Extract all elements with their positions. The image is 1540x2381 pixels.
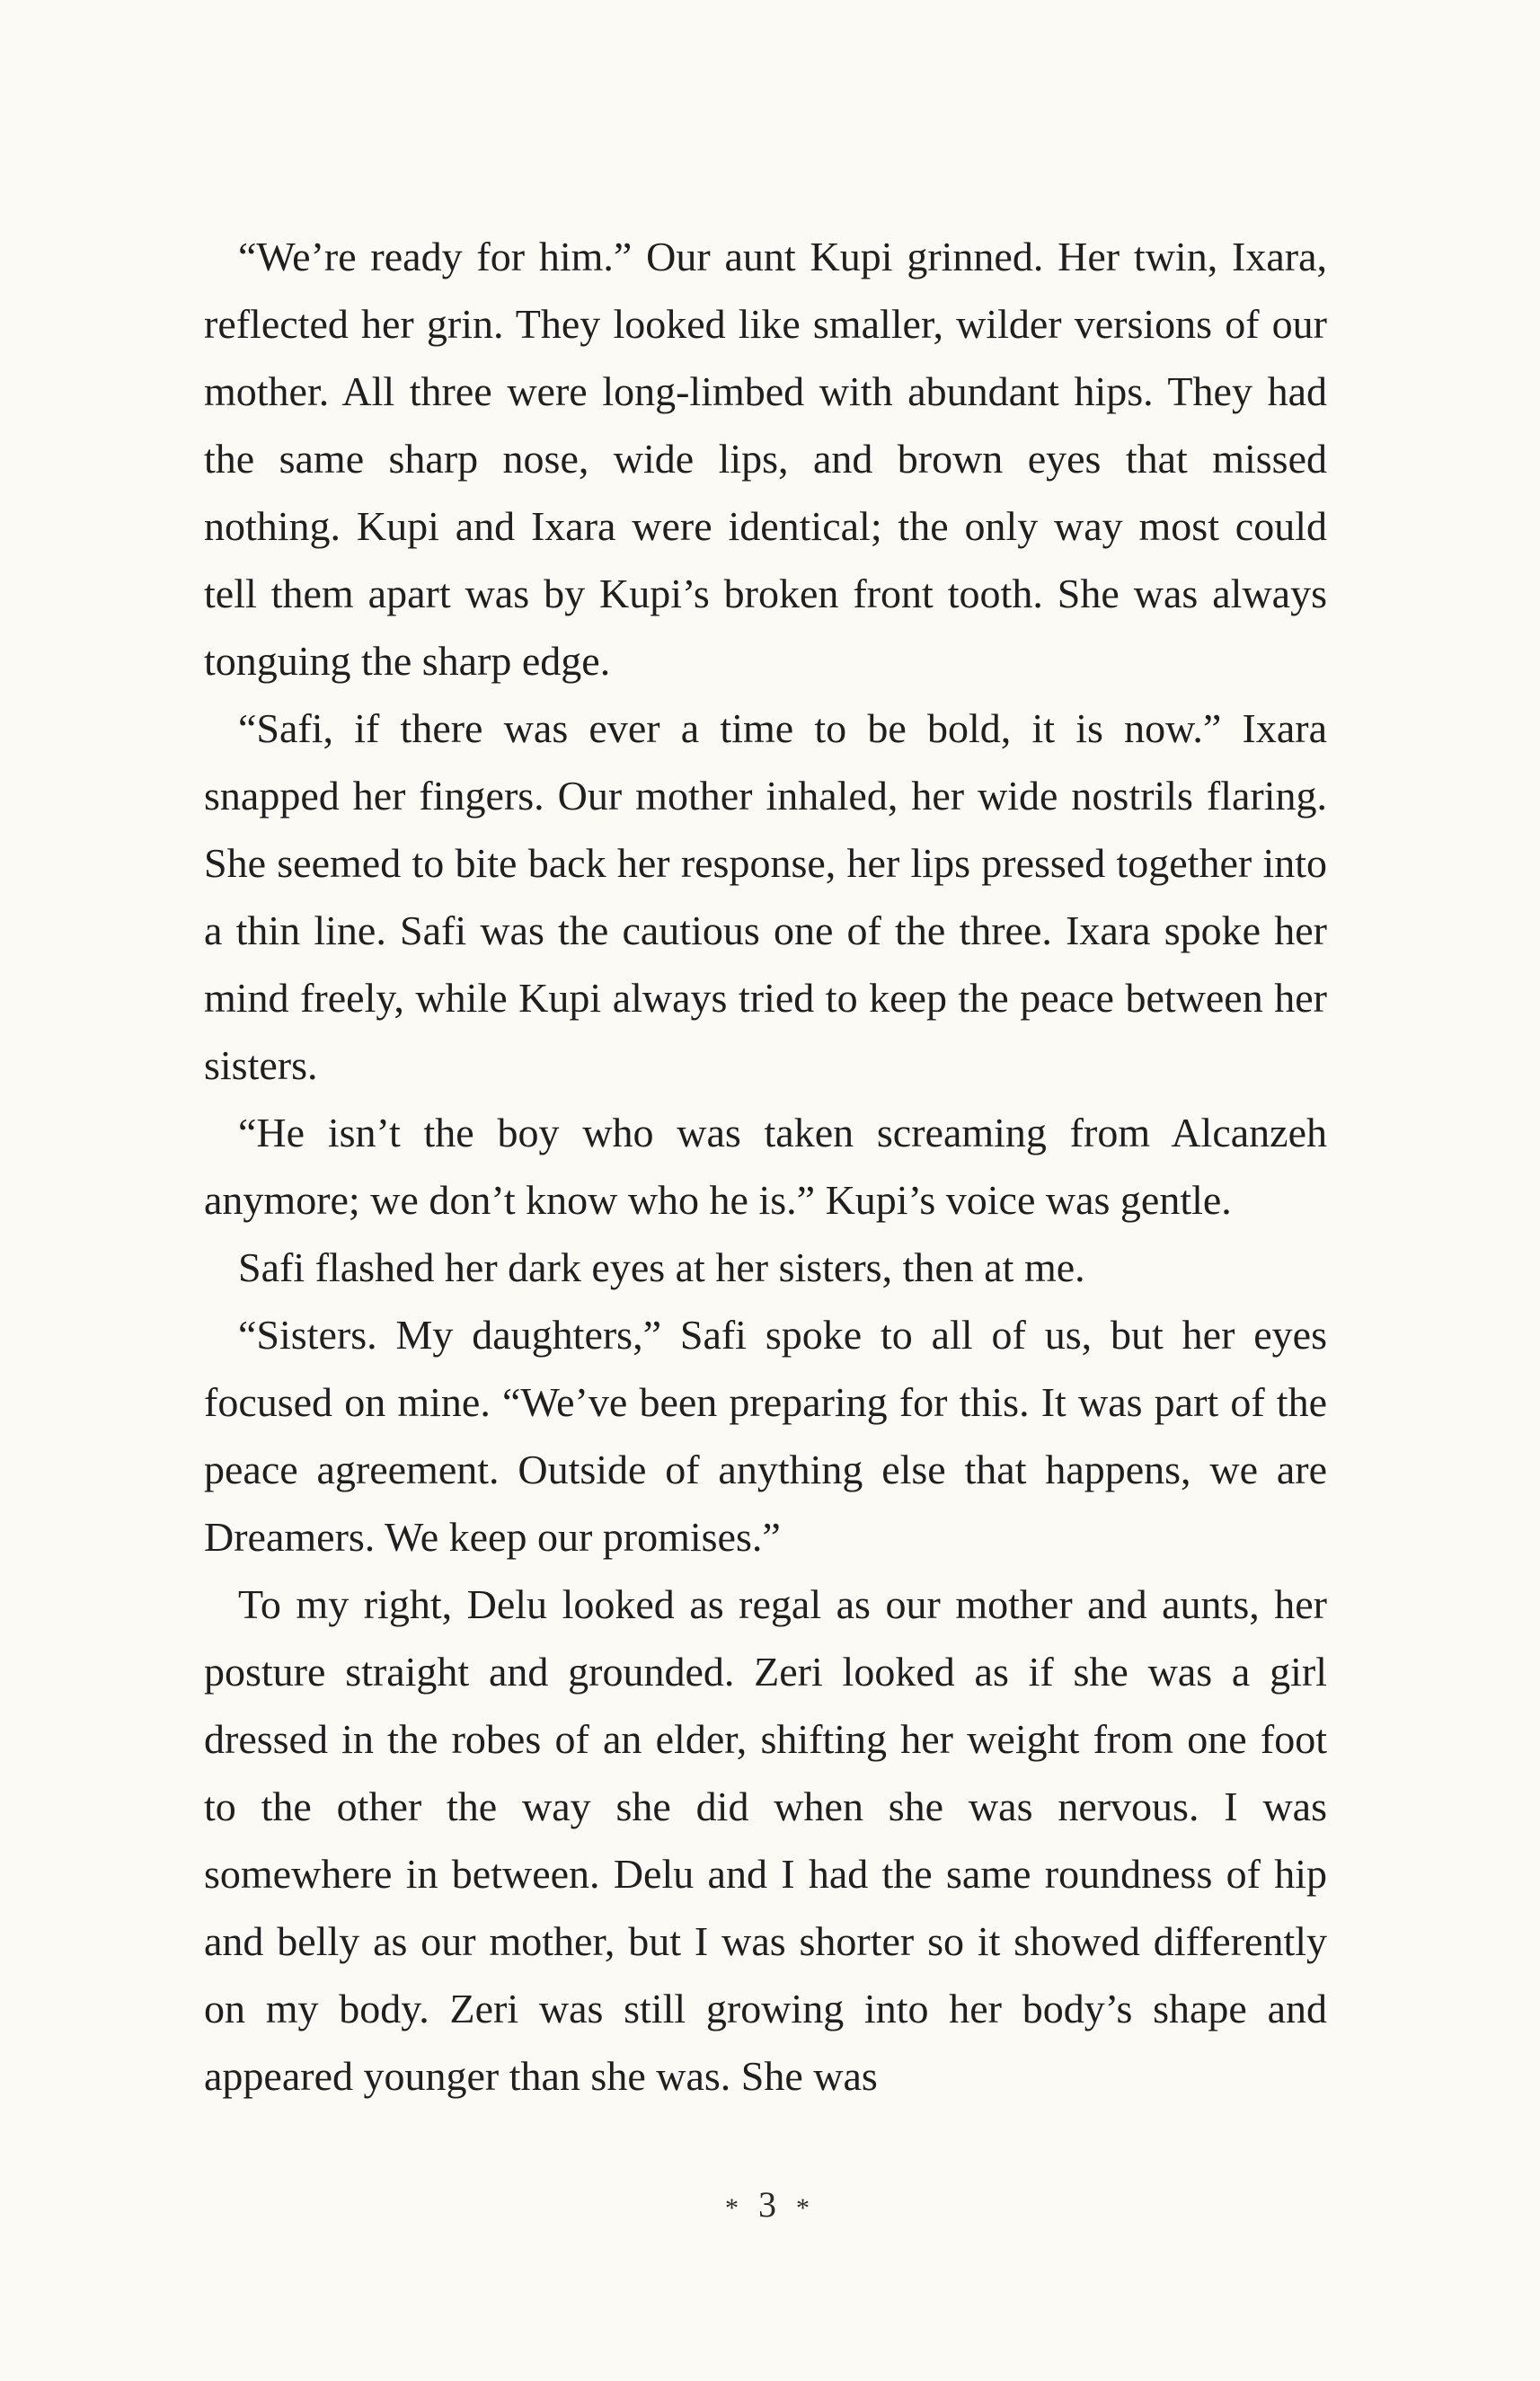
paragraph: To my right, Delu looked as regal as our mother and aunts, her posture straight and grounded. Zeri looked as if she was a girl dressed in the robes of an elder, shifting her weight from one foot to the other the way she did when she was nervous. I was somewhere in between. Delu and I had the same roundness of hip and belly as our mother, but I was shorter so it showed differently on my body. Zeri was still growing into her body’s shape and appeared younger than she was. She was (204, 1581, 1327, 2099)
page-number: 3 (758, 2184, 782, 2225)
page-footer (0, 2183, 1540, 2226)
ornament-left: * (725, 2192, 744, 2223)
paragraph: “We’re ready for him.” Our aunt Kupi grinned. Her twin, Ixara, reflected her grin. They looked like smaller, wilder versions of our mother. All three were long-limbed with abundant hips. They had the same sharp nose, wide lips, and brown eyes that missed nothing. Kupi and Ixara were identical; the only way most could tell them apart was by Kupi’s broken front tooth. She was always tonguing the sharp edge. (204, 234, 1327, 684)
paragraph: “He isn’t the boy who was taken screaming from Alcanzeh anymore; we don’t know who he is.” Kupi’s voice was gentle. (204, 1110, 1327, 1223)
ornament-right: * (796, 2192, 815, 2223)
body-text (204, 223, 1327, 2110)
paragraph: “Safi, if there was ever a time to be bold, it is now.” Ixara snapped her fingers. Our mother inhaled, her wide nostrils flaring. She seemed to bite back her response, her lips pressed together into a thin line. Safi was the cautious one of the three. Ixara spoke her mind freely, while Kupi always tried to keep the peace between her sisters. (204, 705, 1327, 1088)
paragraph: Safi flashed her dark eyes at her sisters, then at me. (238, 1244, 1085, 1290)
paragraph: “Sisters. My daughters,” Safi spoke to all of us, but her eyes focused on mine. “We’ve been preparing for this. It was part of the peace agreement. Outside of anything else that happens, we are Dreamers. We keep our promises.” (204, 1312, 1327, 1560)
